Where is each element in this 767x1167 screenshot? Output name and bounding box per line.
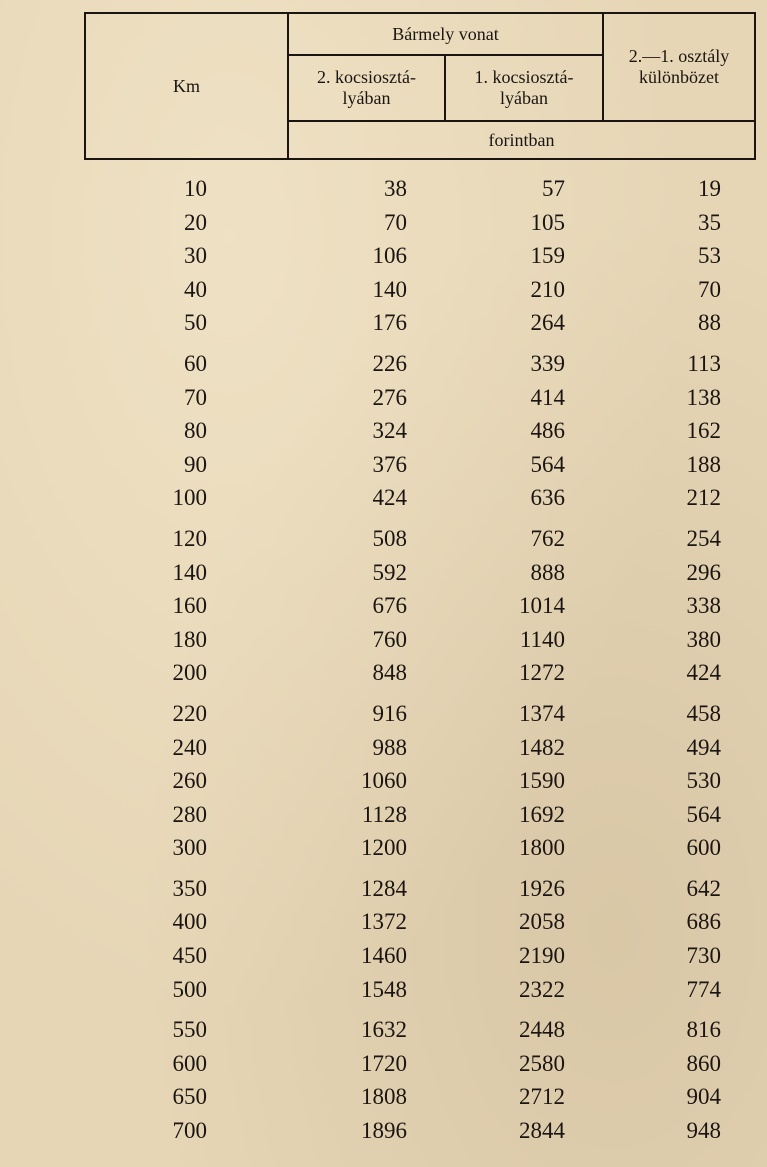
table-row xyxy=(0,939,767,973)
table-row xyxy=(0,1114,767,1148)
km-cell: 650 xyxy=(172,1084,207,1110)
first-class-fare-cell: 1692 xyxy=(519,801,565,827)
table-row xyxy=(0,1013,767,1047)
km-cell: 300 xyxy=(172,835,207,861)
fare-rows xyxy=(0,172,767,1148)
difference-cell: 494 xyxy=(686,734,721,760)
table-row xyxy=(0,872,767,906)
difference-cell: 162 xyxy=(686,418,721,444)
first-class-fare-cell: 1014 xyxy=(519,593,565,619)
km-cell: 700 xyxy=(172,1118,207,1144)
difference-cell: 458 xyxy=(686,700,721,726)
difference-cell: 730 xyxy=(686,943,721,969)
second-class-header xyxy=(289,56,444,120)
km-cell: 90 xyxy=(184,451,207,477)
difference-cell: 254 xyxy=(686,525,721,551)
table-row xyxy=(0,381,767,415)
table-row xyxy=(0,656,767,690)
first-class-fare-cell: 636 xyxy=(530,485,565,511)
first-class-fare-cell: 57 xyxy=(542,176,565,201)
first-class-fare-cell: 1800 xyxy=(519,835,565,861)
second-class-fare-cell: 1284 xyxy=(361,875,407,901)
difference-label: különbözet xyxy=(639,67,719,87)
difference-cell: 19 xyxy=(698,176,721,201)
second-class-fare-cell: 1200 xyxy=(361,835,407,861)
difference-cell: 53 xyxy=(698,243,721,269)
second-class-fare-cell: 1632 xyxy=(361,1017,407,1043)
table-row xyxy=(0,481,767,515)
km-cell: 240 xyxy=(172,734,207,760)
first-class-fare-cell: 2712 xyxy=(519,1084,565,1110)
second-class-fare-cell: 140 xyxy=(372,276,407,302)
second-class-fare-cell: 508 xyxy=(372,525,407,551)
any-train-label: Bármely vonat xyxy=(392,23,499,44)
second-class-fare-cell: 592 xyxy=(372,559,407,585)
first-class-label: lyában xyxy=(500,88,548,108)
difference-cell: 35 xyxy=(698,209,721,235)
first-class-label: 1. kocsiosztá- xyxy=(474,67,574,87)
difference-label: 2.—1. osztály xyxy=(628,46,730,66)
first-class-fare-cell: 105 xyxy=(530,209,565,235)
km-cell: 400 xyxy=(172,909,207,935)
currency-label: forintban xyxy=(488,129,555,150)
table-row xyxy=(0,1047,767,1081)
second-class-fare-cell: 988 xyxy=(372,734,407,760)
difference-cell: 860 xyxy=(686,1050,721,1076)
km-cell: 30 xyxy=(184,243,207,269)
first-class-fare-cell: 1590 xyxy=(519,768,565,794)
km-cell: 200 xyxy=(172,660,207,686)
km-cell: 600 xyxy=(172,1050,207,1076)
first-class-fare-cell: 1272 xyxy=(519,660,565,686)
first-class-fare-cell: 1140 xyxy=(519,626,565,652)
first-class-fare-cell: 2448 xyxy=(519,1017,565,1043)
second-class-fare-cell: 1548 xyxy=(361,976,407,1002)
table-row xyxy=(0,448,767,482)
km-cell: 60 xyxy=(184,350,207,376)
second-class-fare-cell: 1720 xyxy=(361,1050,407,1076)
first-class-fare-cell: 1374 xyxy=(519,700,565,726)
table-row xyxy=(0,273,767,307)
table-row xyxy=(0,731,767,765)
table-row xyxy=(0,831,767,865)
first-class-fare-cell: 2844 xyxy=(519,1118,565,1144)
km-cell: 50 xyxy=(184,310,207,336)
table-row xyxy=(0,172,767,206)
first-class-fare-cell: 888 xyxy=(530,559,565,585)
difference-cell: 138 xyxy=(686,384,721,410)
km-cell: 40 xyxy=(184,276,207,302)
second-class-fare-cell: 760 xyxy=(372,626,407,652)
difference-header xyxy=(604,14,754,120)
first-class-fare-cell: 486 xyxy=(530,418,565,444)
second-class-fare-cell: 1060 xyxy=(361,768,407,794)
difference-cell: 70 xyxy=(698,276,721,302)
second-class-fare-cell: 226 xyxy=(372,350,407,376)
first-class-header xyxy=(446,56,602,120)
second-class-fare-cell: 38 xyxy=(384,176,407,201)
difference-cell: 686 xyxy=(686,909,721,935)
difference-cell: 816 xyxy=(686,1017,721,1043)
table-row xyxy=(0,697,767,731)
second-class-fare-cell: 1808 xyxy=(361,1084,407,1110)
second-class-fare-cell: 1372 xyxy=(361,909,407,935)
second-class-fare-cell: 324 xyxy=(372,418,407,444)
second-class-fare-cell: 676 xyxy=(372,593,407,619)
difference-cell: 530 xyxy=(686,768,721,794)
second-class-fare-cell: 276 xyxy=(372,384,407,410)
second-class-fare-cell: 848 xyxy=(372,660,407,686)
first-class-fare-cell: 564 xyxy=(530,451,565,477)
km-cell: 550 xyxy=(172,1017,207,1043)
difference-cell: 564 xyxy=(686,801,721,827)
table-row xyxy=(0,347,767,381)
km-cell: 160 xyxy=(172,593,207,619)
first-class-fare-cell: 1926 xyxy=(519,875,565,901)
km-cell: 20 xyxy=(184,209,207,235)
table-row xyxy=(0,905,767,939)
second-class-fare-cell: 176 xyxy=(372,310,407,336)
first-class-fare-cell: 1482 xyxy=(519,734,565,760)
table-row xyxy=(0,798,767,832)
second-class-fare-cell: 376 xyxy=(372,451,407,477)
km-cell: 350 xyxy=(172,875,207,901)
table-row xyxy=(0,239,767,273)
km-cell: 80 xyxy=(184,418,207,444)
first-class-fare-cell: 264 xyxy=(530,310,565,336)
difference-cell: 380 xyxy=(686,626,721,652)
difference-cell: 212 xyxy=(686,485,721,511)
difference-cell: 642 xyxy=(686,875,721,901)
km-cell: 450 xyxy=(172,943,207,969)
first-class-fare-cell: 2580 xyxy=(519,1050,565,1076)
difference-cell: 113 xyxy=(687,350,721,376)
table-row xyxy=(0,589,767,623)
difference-cell: 424 xyxy=(686,660,721,686)
second-class-fare-cell: 1896 xyxy=(361,1118,407,1144)
second-class-fare-cell: 916 xyxy=(372,700,407,726)
table-row xyxy=(0,1080,767,1114)
km-header xyxy=(86,14,287,158)
first-class-fare-cell: 414 xyxy=(530,384,565,410)
km-cell: 280 xyxy=(172,801,207,827)
second-class-fare-cell: 424 xyxy=(372,485,407,511)
table-row xyxy=(0,973,767,1007)
table-row xyxy=(0,306,767,340)
difference-cell: 88 xyxy=(698,310,721,336)
km-cell: 500 xyxy=(172,976,207,1002)
second-class-fare-cell: 1128 xyxy=(361,801,407,827)
km-cell: 220 xyxy=(172,700,207,726)
first-class-fare-cell: 2190 xyxy=(519,943,565,969)
currency-header xyxy=(289,122,754,158)
table-row xyxy=(0,206,767,240)
km-cell: 70 xyxy=(184,384,207,410)
table-row xyxy=(0,764,767,798)
second-class-fare-cell: 70 xyxy=(384,209,407,235)
second-class-label: 2. kocsiosztá- xyxy=(317,67,416,87)
first-class-fare-cell: 2058 xyxy=(519,909,565,935)
km-cell: 100 xyxy=(172,485,207,511)
difference-cell: 774 xyxy=(686,976,721,1002)
table-row xyxy=(0,623,767,657)
difference-cell: 296 xyxy=(686,559,721,585)
km-cell: 180 xyxy=(172,626,207,652)
table-row xyxy=(0,556,767,590)
first-class-fare-cell: 159 xyxy=(530,243,565,269)
second-class-label: lyában xyxy=(342,88,391,108)
first-class-fare-cell: 339 xyxy=(530,350,565,376)
km-cell: 260 xyxy=(172,768,207,794)
first-class-fare-cell: 2322 xyxy=(519,976,565,1002)
km-header-label: Km xyxy=(173,75,200,96)
second-class-fare-cell: 1460 xyxy=(361,943,407,969)
difference-cell: 338 xyxy=(686,593,721,619)
difference-cell: 600 xyxy=(686,835,721,861)
difference-cell: 948 xyxy=(686,1118,721,1144)
second-class-fare-cell: 106 xyxy=(372,243,407,269)
km-cell: 10 xyxy=(184,176,207,201)
difference-cell: 904 xyxy=(686,1084,721,1110)
table-header xyxy=(84,12,756,160)
table-row xyxy=(0,414,767,448)
difference-cell: 188 xyxy=(686,451,721,477)
first-class-fare-cell: 762 xyxy=(530,525,565,551)
table-row xyxy=(0,522,767,556)
km-cell: 140 xyxy=(172,559,207,585)
first-class-fare-cell: 210 xyxy=(530,276,565,302)
km-cell: 120 xyxy=(172,525,207,551)
any-train-header xyxy=(289,14,602,54)
